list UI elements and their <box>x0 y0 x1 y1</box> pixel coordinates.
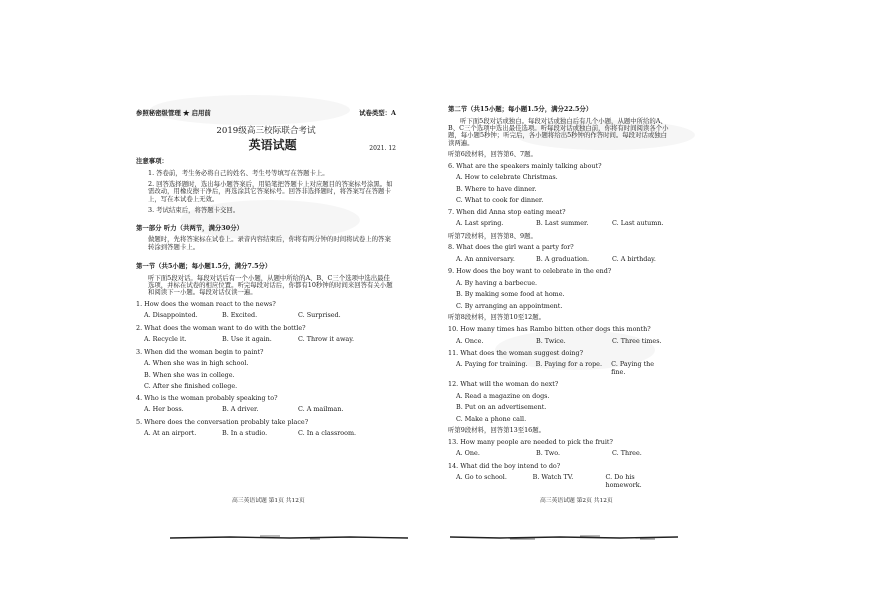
option-a: A. Her boss. <box>144 405 184 414</box>
option-row <box>136 312 396 319</box>
confidential-label: 参照秘密级管理 ★ 启用前 <box>136 109 211 117</box>
option-b: B. Put on an advertisement. <box>456 403 547 412</box>
option-row <box>448 220 670 227</box>
option-c: C. Surprised. <box>298 311 341 320</box>
option-b: B. Paying for a rope. <box>535 360 602 369</box>
option-c: C. Three. <box>612 449 642 458</box>
option-b: B. Twice. <box>536 336 566 345</box>
note-item: 3. 考试结束后，将答题卡交回。 <box>148 206 240 215</box>
option-c: C. Last autumn. <box>612 219 664 228</box>
option-row <box>448 338 670 345</box>
section2-heading: 第二节（共15小题；每小题1.5分，满分22.5分） <box>448 105 593 113</box>
section2-instructions: 听下面5段对话或独白。每段对话或独白后有几个小题，从题中所给的A、B、C三个选项中选出最佳选项。听每段对话或独白前，你将有时间阅读各个小题，每小题5秒钟；听完后，各小题将给出5秒钟的作答时间。每段对话或独白读两遍。 <box>448 116 669 147</box>
exam-page-2 <box>435 0 870 614</box>
question-stem: 14. What did the boy intend to do? <box>448 461 561 470</box>
option-b: B. Two. <box>536 449 561 458</box>
option-c: C. Three times. <box>612 336 662 345</box>
section1-heading: 第一节（共5小题；每小题1.5分，满分7.5分） <box>136 262 272 271</box>
question-stem: 3. When did the woman begin to paint? <box>136 347 264 356</box>
option-row <box>136 336 396 343</box>
option-c: C. In a classroom. <box>298 429 357 438</box>
question-stem: 9. How does the boy want to celebrate in the end? <box>448 267 612 276</box>
question-stem: 4. Who is the woman probably speaking to? <box>136 393 278 402</box>
material-label: 听第6段材料，回答第6、7题。 <box>448 150 537 159</box>
section1-instructions: 听下面5段对话。每段对话后有一个小题，从题中所给的A、B、C三个选项中选出最佳选项，并标在试卷的相应位置。听完每段对话后，你都有10秒钟的时间来回答有关小题和阅读下一小题。每段对话仅读一遍。 <box>148 273 393 297</box>
question-stem: 10. How many times has Rambo bitten other dogs this month? <box>448 325 651 333</box>
subject-title: 英语试题 <box>248 138 297 153</box>
option-a: A. Once. <box>456 336 484 345</box>
paper-type-label: 试卷类型：A <box>359 109 396 117</box>
option-b: B. When she was in college. <box>144 370 235 379</box>
option-b: B. A driver. <box>222 405 259 414</box>
option-a: A. Paying for training. <box>456 360 528 369</box>
page-footer: 高三英语试题 第1页 共12页 <box>232 498 305 504</box>
page-2-content <box>448 106 670 494</box>
option-b: B. Use it again. <box>222 335 272 344</box>
option-a: A. By having a barbecue. <box>456 278 538 287</box>
option-a: A. An anniversary. <box>456 254 515 263</box>
part1-heading: 第一部分 听力（共两节，满分30分） <box>136 223 243 232</box>
exam-title: 2019级高三校际联合考试 <box>216 126 316 137</box>
option-b: B. Last summer. <box>536 219 589 228</box>
option-b: B. A graduation. <box>536 254 589 263</box>
option-row <box>136 430 396 437</box>
question-stem: 8. What does the girl want a party for? <box>448 243 574 252</box>
question-stem: 6. What are the speakers mainly talking about? <box>448 161 602 170</box>
question-stem: 2. What does the woman want to do with the bottle? <box>136 323 306 332</box>
question-stem: 7. When did Anna stop eating meat? <box>448 207 566 216</box>
exam-date: 2021. 12 <box>369 145 396 153</box>
page-1-content <box>136 110 396 443</box>
question-stem: 1. How does the woman react to the news? <box>136 299 276 308</box>
option-c: C. By arranging an appointment. <box>456 301 563 310</box>
option-b: B. Where to have dinner. <box>456 184 537 193</box>
option-a: A. At an airport. <box>144 429 197 438</box>
option-c: C. Make a phone call. <box>456 414 527 423</box>
option-c: C. After she finished college. <box>144 382 238 391</box>
option-c: C. Throw it away. <box>298 335 355 344</box>
page-footer: 高三英语试题 第2页 共12页 <box>540 498 613 504</box>
note-item: 1. 答卷前，考生务必将自己的姓名、考生号等填写在答题卡上。 <box>148 168 329 177</box>
option-a: A. One. <box>456 449 480 458</box>
option-b: B. Excited. <box>222 311 258 320</box>
subject-row <box>136 139 396 153</box>
option-row <box>448 474 670 489</box>
option-a: A. Last spring. <box>456 219 504 228</box>
option-a: A. How to celebrate Christmas. <box>456 173 558 182</box>
question-stem: 5. Where does the conversation probably take place? <box>136 417 309 426</box>
note-item: 2. 回答选择题时，选出每小题答案后，用铅笔把答题卡上对应题目的答案标号涂黑。如需改动，用橡皮擦干净后，再选涂其它答案标号。回答非选择题时，将答案写在答题卡上，写在本试卷上无效。 <box>148 180 393 203</box>
option-b: B. In a studio. <box>222 429 268 438</box>
option-a: A. Read a magazine on dogs. <box>456 391 550 400</box>
option-c: C. What to cook for dinner. <box>456 196 544 205</box>
option-row <box>448 256 670 263</box>
option-c: C. Paying the fine. <box>611 360 655 376</box>
option-row <box>448 450 670 457</box>
option-a: A. When she was in high school. <box>144 359 249 368</box>
option-a: A. Go to school. <box>456 473 507 482</box>
option-b: B. Watch TV. <box>532 473 574 482</box>
option-a: A. Disappointed. <box>144 311 198 320</box>
fold-line <box>450 534 678 540</box>
option-c: C. A birthday. <box>612 254 656 263</box>
material-label: 听第8段材料，回答第10至12题。 <box>448 313 546 322</box>
fold-line <box>170 534 408 540</box>
option-row <box>448 361 670 376</box>
question-stem: 12. What will the woman do next? <box>448 380 559 389</box>
option-b: B. By making some food at home. <box>456 290 565 299</box>
option-row <box>136 406 396 413</box>
option-c: C. Do his homework. <box>605 473 642 489</box>
option-c: C. A mailman. <box>298 405 344 414</box>
question-stem: 13. How many people are needed to pick the fruit? <box>448 437 613 446</box>
option-a: A. Recycle it. <box>144 335 187 344</box>
material-label: 听第7段材料，回答第8、9题。 <box>448 231 537 240</box>
question-stem: 11. What does the woman suggest doing? <box>448 348 584 357</box>
part1-instructions: 做题时，先将答案标在试卷上。录音内容结束后，你将有两分钟的时间将试卷上的答案转涂到答题卡上。 <box>148 235 391 251</box>
material-label: 听第9段材料，回答第13至16题。 <box>448 426 546 435</box>
header-line <box>136 110 396 117</box>
notes-heading: 注意事项： <box>136 157 168 166</box>
